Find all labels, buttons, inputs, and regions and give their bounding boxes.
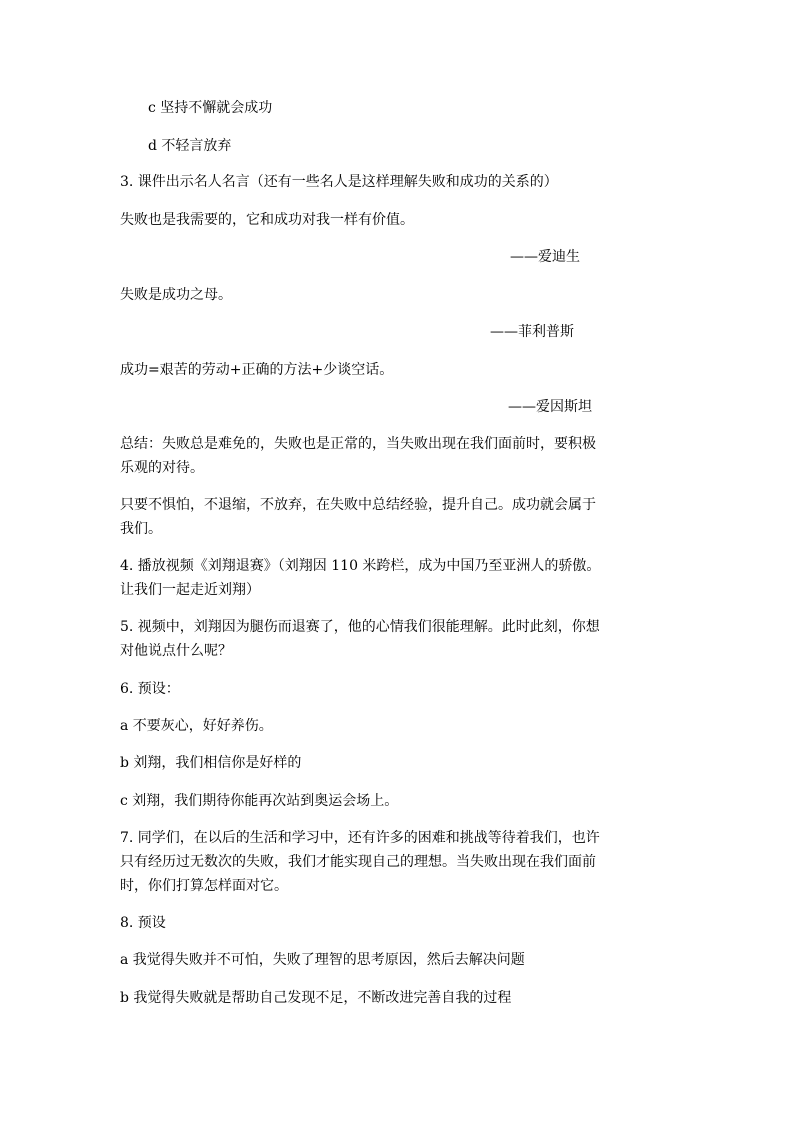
preset-a: a 不要灰心，好好养伤。 — [120, 718, 273, 734]
summary-line-1: 总结：失败总是难免的，失败也是正常的，当失败出现在我们面前时，要积极 — [120, 436, 596, 452]
step-7-line-2: 只有经历过无数次的失败，我们才能实现自己的理想。当失败出现在我们面前 — [120, 854, 596, 870]
quote-author-phillips: ——菲利普斯 — [490, 324, 574, 340]
summary-line-2: 乐观的对待。 — [120, 460, 204, 476]
option-c: c 坚持不懈就会成功 — [148, 100, 273, 116]
step-3-heading: 3. 课件出示名人名言（还有一些名人是这样理解失败和成功的关系的） — [120, 174, 558, 190]
step-4-line-2: 让我们一起走近刘翔） — [120, 582, 260, 598]
step-7-line-1: 7. 同学们，在以后的生活和学习中，还有许多的困难和挑战等待着我们，也许 — [120, 830, 600, 846]
quote-author-einstein: ——爱因斯坦 — [508, 399, 592, 415]
step-6-heading: 6. 预设： — [120, 681, 180, 697]
quote-einstein: 成功=艰苦的劳动+正确的方法+少谈空话。 — [120, 362, 394, 378]
quote-edison: 失败也是我需要的，它和成功对我一样有价值。 — [120, 212, 414, 228]
step-7-line-3: 时，你们打算怎样面对它。 — [120, 878, 288, 894]
quote-author-edison: ——爱迪生 — [510, 249, 580, 265]
preset-c: c 刘翔，我们期待你能再次站到奥运会场上。 — [120, 793, 399, 809]
preset-b: b 刘翔，我们相信你是好样的 — [120, 755, 302, 771]
quote-phillips: 失败是成功之母。 — [120, 287, 232, 303]
encourage-line-1: 只要不惧怕，不退缩，不放弃，在失败中总结经验，提升自己。成功就会属于 — [120, 497, 596, 513]
step-5-line-2: 对他说点什么呢？ — [120, 643, 232, 659]
step-8-option-b: b 我觉得失败就是帮助自己发现不足，不断改进完善自我的过程 — [120, 990, 512, 1006]
step-8-option-a: a 我觉得失败并不可怕，失败了理智的思考原因，然后去解决问题 — [120, 952, 525, 968]
step-5-line-1: 5. 视频中，刘翔因为腿伤而退赛了，他的心情我们很能理解。此时此刻，你想 — [120, 619, 600, 635]
option-d: d 不轻言放弃 — [148, 138, 232, 154]
step-4-line-1: 4. 播放视频《刘翔退赛》（刘翔因 110 米跨栏，成为中国乃至亚洲人的骄傲。 — [120, 558, 601, 574]
step-8-heading: 8. 预设 — [120, 915, 166, 931]
encourage-line-2: 我们。 — [120, 521, 162, 537]
